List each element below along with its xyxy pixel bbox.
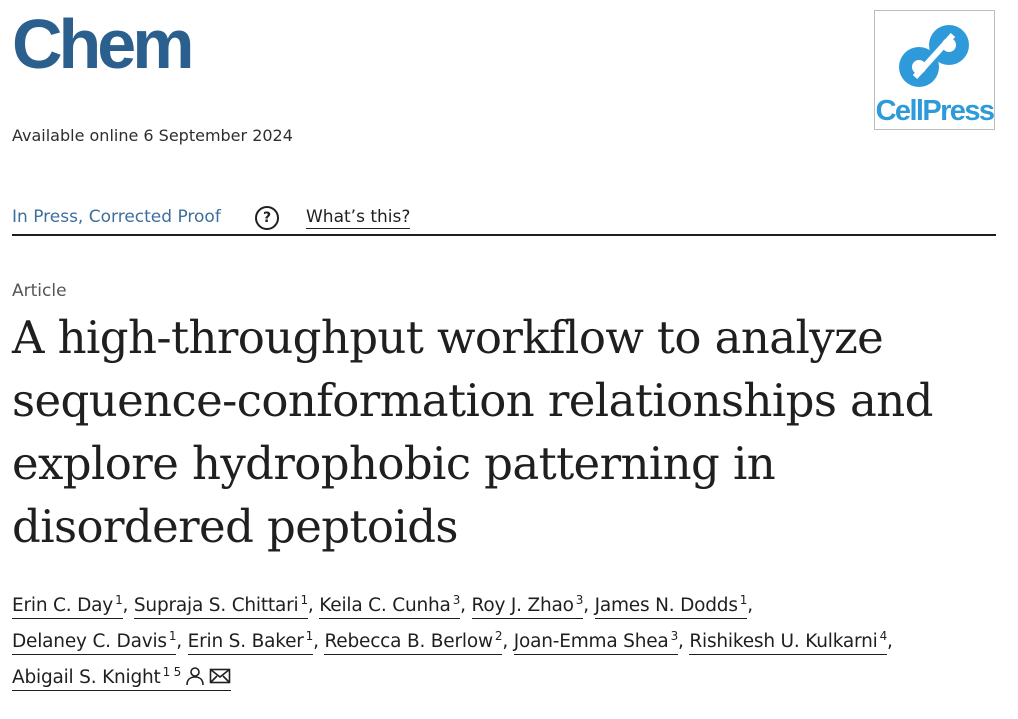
- author-affiliation[interactable]: 4: [879, 629, 888, 643]
- author-name: Rishikesh U. Kulkarni: [689, 631, 878, 652]
- author-name: Delaney C. Davis: [12, 631, 167, 652]
- author-link-corresponding[interactable]: [12, 667, 231, 691]
- cellpress-logo-text: CellPress: [875, 95, 994, 127]
- author-link[interactable]: [595, 595, 748, 619]
- author-affiliation[interactable]: 3: [575, 593, 584, 607]
- author-name: Erin C. Day: [12, 595, 114, 616]
- author-affiliation[interactable]: 1: [300, 593, 308, 607]
- author-link[interactable]: [319, 595, 460, 619]
- author-link[interactable]: [134, 595, 308, 619]
- author-name: Keila C. Cunha: [319, 595, 451, 616]
- author-list: Erin C. Day $^1$, Supraja S. Chittari $^1$, Keila C. Cunha $^3$, Roy J. Zhao $^3$, James N. Dodds $^1$, Delaney C. Davis $^1$, Erin S. Baker $^1$, Rebecca B. Berlow $^2$, Joan-Emma Shea $^3$, Rishikesh U. Kulkarni $^4$, Abigail S. Knight $^{1 5}$: [12, 588, 1012, 696]
- cellpress-logo-icon: [895, 19, 975, 99]
- author-name: Joan-Emma Shea: [513, 631, 669, 652]
- author-affiliation[interactable]: 1 5: [162, 665, 182, 679]
- author-affiliation[interactable]: 1: [305, 629, 314, 643]
- author-affiliation[interactable]: 1: [739, 593, 748, 607]
- envelope-icon: [209, 666, 231, 686]
- whats-this-link[interactable]: What’s this?: [306, 207, 411, 227]
- author-link[interactable]: [472, 595, 584, 619]
- article-type: Article: [12, 281, 67, 301]
- cellpress-logo[interactable]: [874, 10, 995, 130]
- author-name: Rebecca B. Berlow: [324, 631, 493, 652]
- author-name: James N. Dodds: [594, 595, 738, 616]
- article-status-bar: [12, 204, 996, 236]
- author-name: Roy J. Zhao: [471, 595, 574, 616]
- author-affiliation[interactable]: 1: [168, 629, 177, 643]
- author-name: Erin S. Baker: [187, 631, 304, 652]
- author-affiliation[interactable]: 3: [452, 593, 461, 607]
- author-affiliation[interactable]: 1: [115, 593, 123, 607]
- article-status: In Press, Corrected Proof: [12, 207, 221, 227]
- author-name: Abigail S. Knight: [12, 667, 161, 688]
- author-link[interactable]: [12, 631, 176, 655]
- journal-name[interactable]: Chem: [12, 5, 191, 83]
- person-icon: [185, 666, 205, 686]
- author-link[interactable]: [689, 631, 887, 655]
- author-link[interactable]: [514, 631, 678, 655]
- article-title: A high-throughput workflow to analyze sequence-conformation relationships and explore hydrophobic patterning in disordered peptoids: [12, 311, 933, 553]
- author-link[interactable]: [188, 631, 313, 655]
- question-circle-icon[interactable]: ?: [255, 206, 279, 230]
- available-online-date: Available online 6 September 2024: [12, 126, 293, 145]
- author-link[interactable]: [324, 631, 502, 655]
- author-affiliation[interactable]: 3: [670, 629, 678, 643]
- author-name: Supraja S. Chittari: [133, 595, 299, 616]
- author-link[interactable]: [12, 595, 123, 619]
- author-affiliation[interactable]: 2: [494, 629, 503, 643]
